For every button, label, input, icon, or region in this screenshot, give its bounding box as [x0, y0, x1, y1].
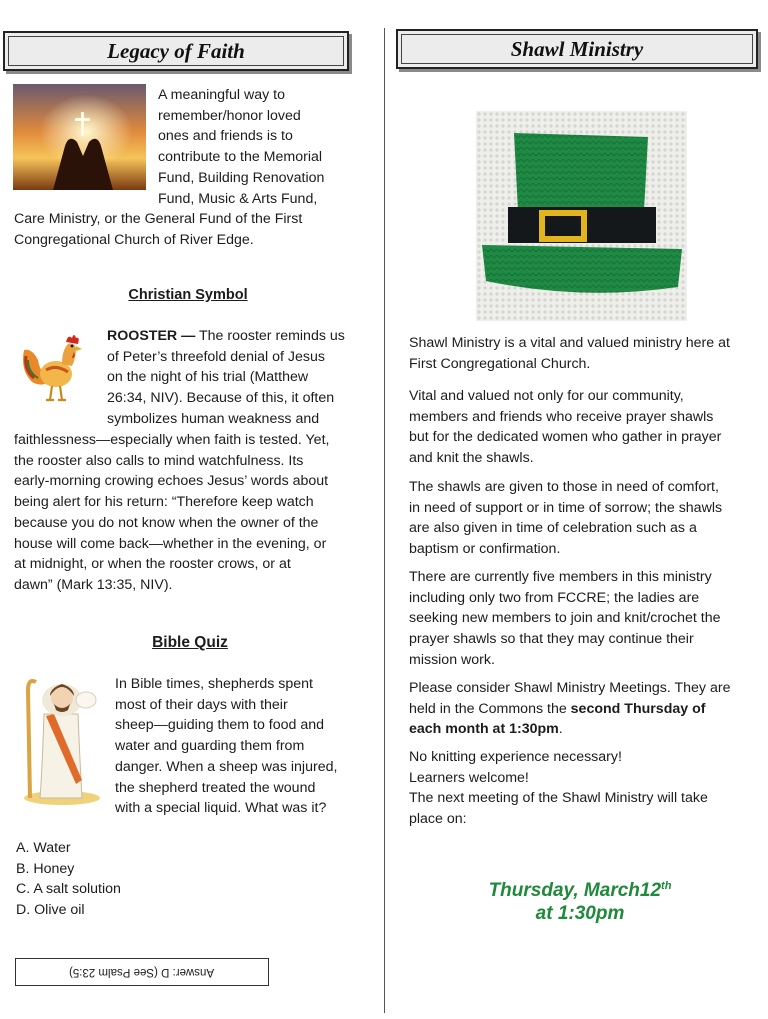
- shawl-p4-line: seeking new members to join and knit/crochet the: [409, 610, 721, 627]
- shawl-p5-line: held in the Commons the: [409, 700, 571, 717]
- quiz-option-a: A. Water: [16, 840, 71, 856]
- quiz-line: danger. When a sheep was injured,: [115, 758, 338, 775]
- shawl-p5-line: Please consider Shawl Ministry Meetings. They are: [409, 680, 731, 696]
- quiz-option-c: C. A salt solution: [16, 881, 121, 898]
- knitted-hat-image: [476, 111, 687, 321]
- legacy-line: A meaningful way to: [158, 87, 285, 103]
- rooster-line: the rooster also calls to mind watchfulness. Its: [14, 452, 304, 469]
- shawl-p6-line: place on:: [409, 811, 467, 828]
- rooster-line: The rooster reminds us: [195, 328, 345, 344]
- shawl-p1-line: Shawl Ministry is a vital and valued ministry here at: [409, 335, 730, 351]
- meeting-schedule-bold: each month at 1:30pm: [409, 721, 559, 738]
- rooster-line: at midnight, or when the rooster crows, or at: [14, 556, 291, 573]
- column-divider: [384, 28, 385, 1013]
- quiz-line: sheep—guiding them to food and: [115, 717, 325, 734]
- bible-quiz-heading: Bible Quiz: [152, 634, 228, 651]
- shawl-p2-line: Vital and valued not only for our community,: [409, 388, 684, 404]
- rooster-line: dawn” (Mark 13:35, NIV).: [14, 576, 173, 593]
- quiz-line: water and guarding them from: [115, 738, 305, 755]
- quiz-line: most of their days with their: [115, 696, 288, 713]
- legacy-line: contribute to the Memorial: [158, 149, 323, 166]
- quiz-option-d: D. Olive oil: [16, 902, 85, 919]
- shawl-p6-line: The next meeting of the Shawl Ministry will take: [409, 790, 708, 807]
- legacy-line: Congregational Church of River Edge.: [14, 231, 254, 248]
- shawl-p4-line: including only two from FCCRE; the ladies are: [409, 589, 700, 606]
- rooster-line: of Peter’s threefold denial of Jesus: [107, 348, 325, 365]
- shawl-p4-line: prayer shawls so that they may continue their: [409, 631, 694, 648]
- shawl-p3-line: The shawls are given to those in need of comfort,: [409, 479, 719, 495]
- quiz-option-b: B. Honey: [16, 860, 75, 877]
- legacy-title-text: Legacy of Faith: [107, 38, 245, 63]
- rooster-line: house will come back—whether in the evening, or: [14, 535, 327, 552]
- quiz-line: the shepherd treated the wound: [115, 779, 316, 796]
- rooster-line: symbolizes human weakness and: [107, 410, 320, 427]
- rooster-label: ROOSTER —: [107, 328, 196, 344]
- quiz-answer-box: [15, 958, 269, 986]
- praying-hands-image: [13, 84, 146, 190]
- quiz-line: with a special liquid. What was it?: [115, 800, 327, 817]
- legacy-of-faith-title: [3, 31, 349, 71]
- shawl-p6-line: No knitting experience necessary!: [409, 749, 622, 765]
- meeting-day-suffix: th: [661, 880, 672, 892]
- shawl-p3-line: baptism or confirmation.: [409, 541, 561, 558]
- quiz-answer-upside-down: Answer: D (See Psalm 23:5): [69, 966, 215, 978]
- rooster-line: 26:34, NIV). Because of this, it often: [107, 390, 335, 407]
- shepherd-image: [16, 674, 104, 806]
- shawl-p2-line: members and friends who receive prayer shawls: [409, 408, 714, 425]
- meeting-schedule-bold: second Thursday of: [570, 700, 706, 717]
- shawl-p2-line: and knit the shawls.: [409, 450, 534, 467]
- rooster-line: being alert for his return: “Therefore keep watch: [14, 494, 314, 511]
- legacy-line: remember/honor loved: [158, 107, 301, 124]
- quiz-line: In Bible times, shepherds spent: [115, 676, 313, 692]
- meeting-day: Thursday, March12: [488, 880, 662, 901]
- shawl-p4-line: mission work.: [409, 651, 495, 668]
- shawl-p1-line: First Congregational Church.: [409, 355, 591, 372]
- legacy-line: ones and friends is to: [158, 128, 293, 145]
- next-meeting-time: at 1:30pm: [535, 903, 625, 924]
- shawl-p5-end: .: [558, 721, 563, 738]
- shawl-p4-line: There are currently five members in this ministry: [409, 569, 712, 585]
- legacy-line: Fund, Building Renovation: [158, 169, 325, 186]
- shawl-title-text: Shawl Ministry: [510, 36, 644, 61]
- rooster-line: because you do not know when the owner of the: [14, 514, 319, 531]
- legacy-line: Care Ministry, or the General Fund of the First: [14, 211, 303, 227]
- legacy-line: Fund, Music & Arts Fund,: [158, 190, 318, 207]
- christian-symbol-heading: Christian Symbol: [128, 287, 248, 303]
- shawl-p2-line: but for the dedicated women who gather in prayer: [409, 429, 722, 446]
- shawl-p3-line: in need of support or in time of sorrow; the shawls: [409, 499, 723, 516]
- shawl-p3-line: are also given in time of celebration such as a: [409, 520, 697, 537]
- rooster-image: [18, 330, 82, 404]
- quiz-options: [16, 838, 121, 921]
- rooster-line: early-morning crowing echoes Jesus’ words about: [14, 473, 329, 490]
- shawl-p6-line: Learners welcome!: [409, 769, 529, 786]
- shawl-ministry-title: [396, 29, 758, 69]
- rooster-line: on the night of his trial (Matthew: [107, 369, 309, 386]
- rooster-line: faithlessness—especially when faith is tested. Yet,: [14, 432, 330, 448]
